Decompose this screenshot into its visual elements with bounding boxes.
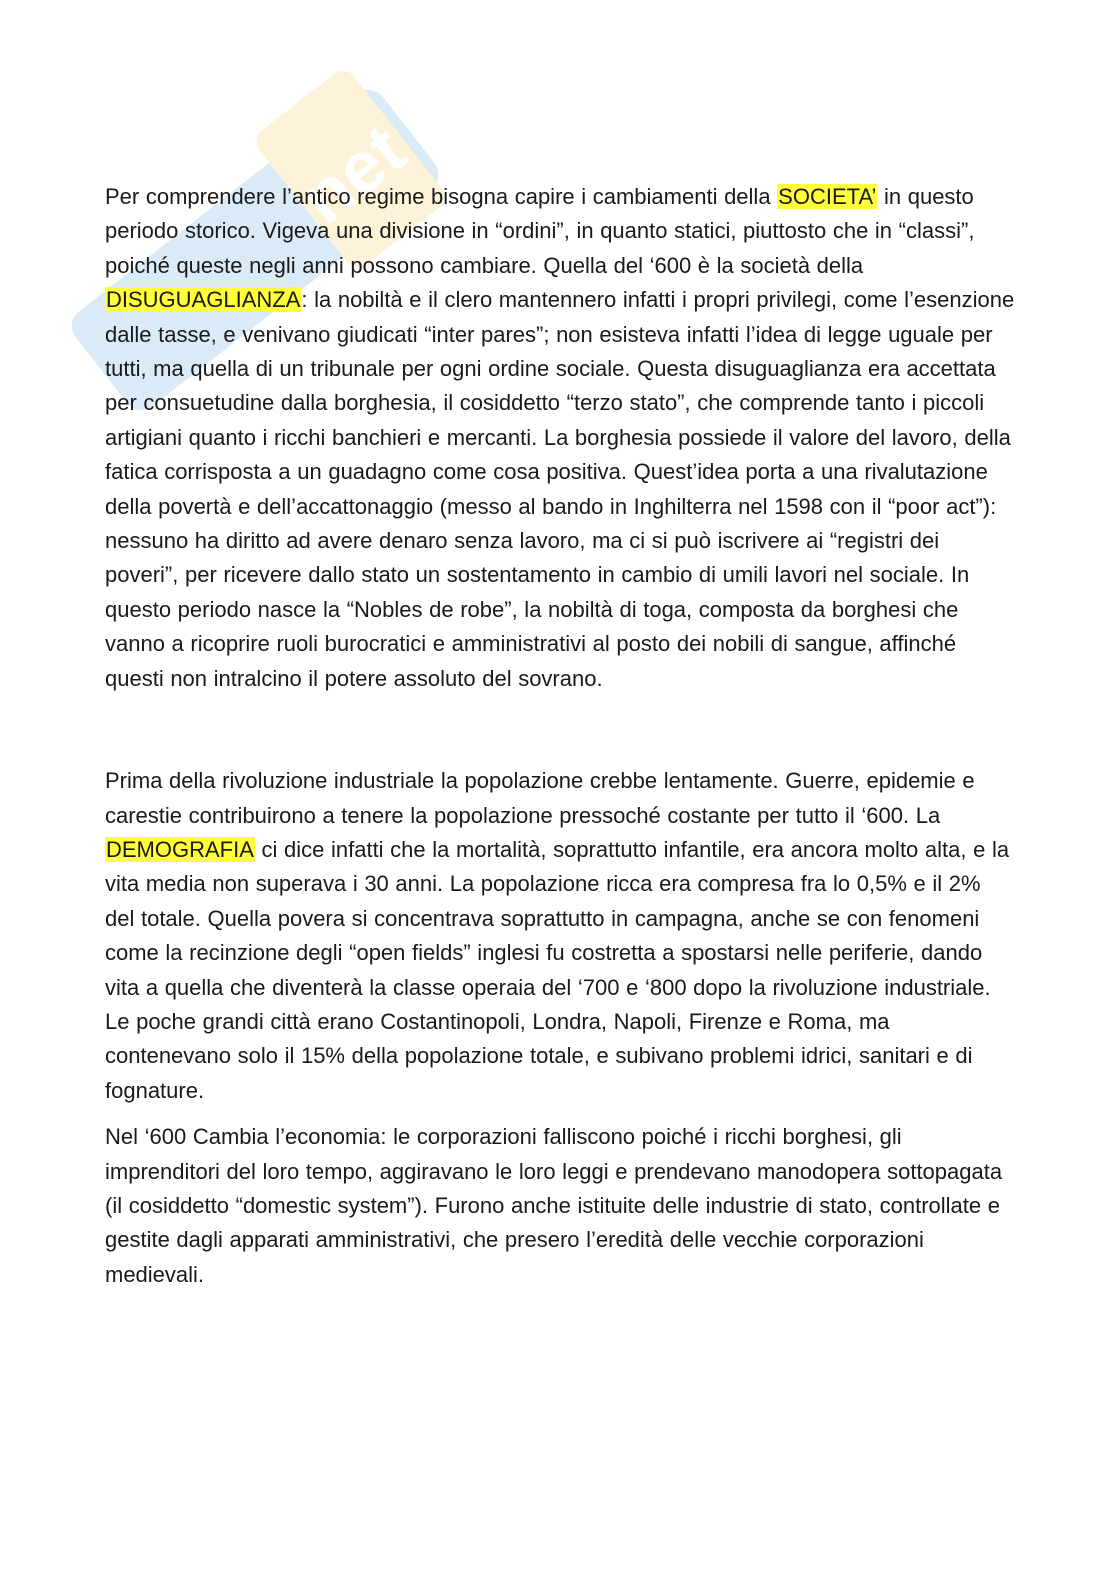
document-body <box>105 180 1015 1292</box>
highlight-societa: SOCIETA’ <box>778 184 877 209</box>
text-segment: ci dice infatti che la mortalità, soprattutto infantile, era ancora molto alta, e la vita media non superava i 30 anni. La popolazione ricca era compresa fra lo 0,5% e il 2% del totale. Quella povera si concentrava soprattutto in campagna, anche se con fenomeni come la recinzione degli “open fields” inglesi fu costretta a spostarsi nelle periferie, dando vita a quella che diventerà la classe operaia del ‘700 e ‘800 dopo la rivoluzione industriale. Le poche grandi città erano Costantinopoli, Londra, Napoli, Firenze e Roma, ma contenevano solo il 15% della popolazione totale, e subivano problemi idrici, sanitari e di fognature. <box>105 836 1010 1103</box>
text-segment: Nel ‘600 Cambia l’economia: le corporazioni falliscono poiché i ricchi borghesi, gli imprenditori del loro tempo, aggiravano le loro leggi e prendevano manodopera sottopagata (il cosiddetto “domestic system”). Furono anche istituite delle industrie di stato, controllate e gestite dagli apparati amministrativi, che presero l’eredità delle vecchie corporazioni medievali. <box>105 1124 1003 1287</box>
paragraph-spacer <box>105 696 1015 764</box>
text-segment: Prima della rivoluzione industriale la popolazione crebbe lentamente. Guerre, epidemie e carestie contribuirono a tenere la popolazione pressoché costante per tutto il ‘600. La <box>105 768 975 828</box>
paragraph-societa <box>105 180 1015 696</box>
text-segment: in questo periodo storico. Vigeva una divisione in “ordini”, in quanto statici, piuttosto che in “classi”, poiché queste negli anni possono cambiare. Quella del ‘600 è la società della <box>105 184 975 278</box>
text-segment: Per comprendere l’antico regime bisogna capire i cambiamenti della <box>105 184 778 209</box>
highlight-demografia: DEMOGRAFIA <box>106 836 254 862</box>
text-segment: : la nobiltà e il clero mantennero infatti i propri privilegi, come l’esenzione dalle tasse, e venivano giudicati “inter pares”; non esisteva infatti l’idea di legge uguale per tutti, ma quella di un tribunale per ogni ordine sociale. Questa disuguaglianza era accettata per consuetudine dalla borghesia, il cosiddetto “terzo stato”, che comprende tanto i piccoli artigiani quanto i ricchi banchieri e mercanti. La borghesia possiede il valore del lavoro, della fatica corrisposta a un guadagno come cosa positiva. Quest’idea porta a una rivalutazione della povertà e dell’accattonaggio (messo al bando in Inghilterra nel 1598 con il “poor act”): nessuno ha diritto ad avere denaro senza lavoro, ma ci si può iscrivere ai “registri dei poveri”, per ricevere dallo stato un sostentamento in cambio di umili lavori nel sociale. In questo periodo nasce la “Nobles de robe”, la nobiltà di toga, composta da borghesi che vanno a ricoprire ruoli burocratici e amministrativi al posto dei nobili di sangue, affinché questi non intralcino il potere assoluto del sovrano. <box>105 287 1015 691</box>
paragraph-demografia <box>105 764 1015 1108</box>
highlight-disuguaglianza: DISUGUAGLIANZA <box>106 287 301 313</box>
paragraph-spacer <box>105 1108 1015 1120</box>
watermark-text: net <box>286 109 421 240</box>
paragraph-economia <box>105 1120 1015 1292</box>
